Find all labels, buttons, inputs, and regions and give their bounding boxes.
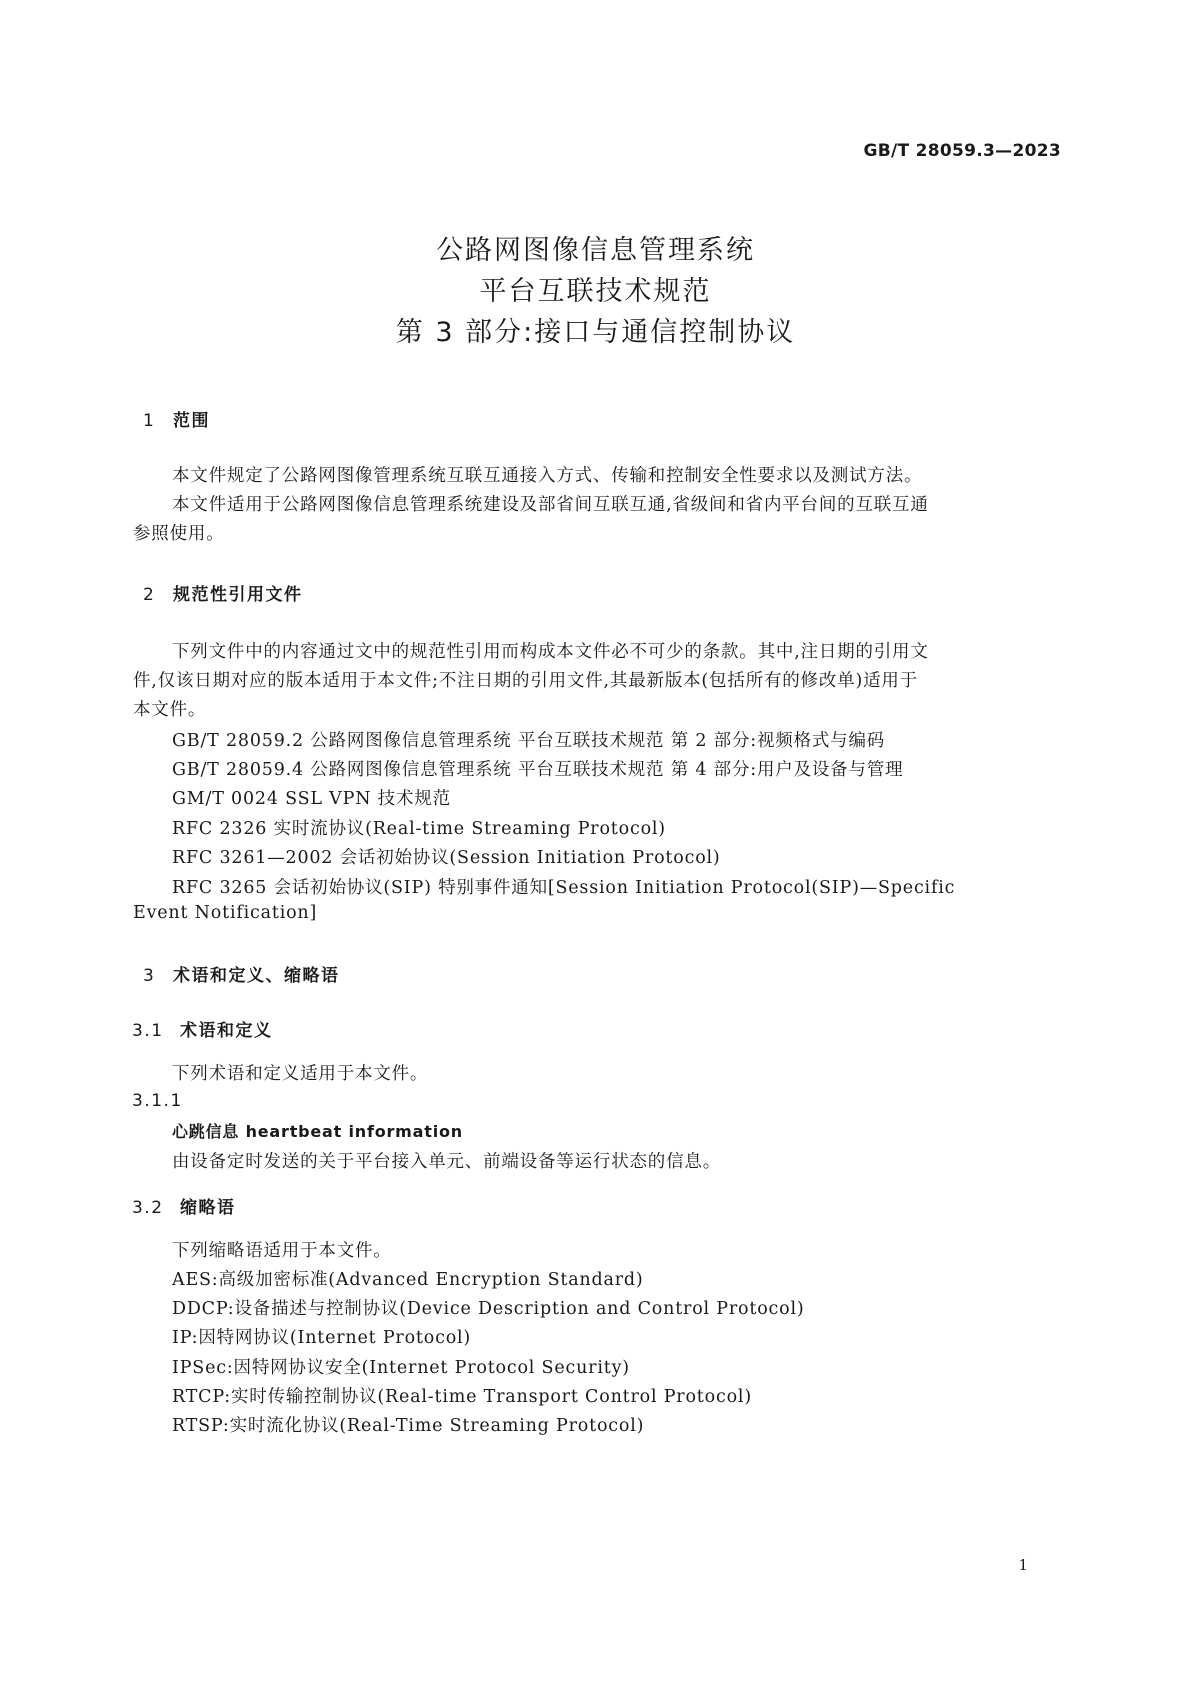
reference-item: GB/T 28059.4 公路网图像信息管理系统 平台互联技术规范 第 4 部分:用户及设备与管理: [172, 760, 904, 780]
title-line-1: 公路网图像信息管理系统: [436, 235, 755, 266]
paragraph-continuation: 本文件。: [133, 700, 207, 720]
subsection-3-1-heading: [132, 1016, 273, 1041]
term-name: 心跳信息 heartbeat information: [172, 1122, 463, 1141]
subsection-3-2-heading: [132, 1193, 236, 1218]
section-number: 3: [143, 966, 156, 986]
subsection-title: 缩略语: [180, 1198, 236, 1218]
standard-number: GB/T 28059.3—2023: [863, 141, 1061, 161]
abbreviation-item: RTSP:实时流化协议(Real-Time Streaming Protocol): [172, 1416, 645, 1436]
term-definition: 由设备定时发送的关于平台接入单元、前端设备等运行状态的信息。: [172, 1152, 721, 1172]
paragraph-continuation: 件,仅该日期对应的版本适用于本文件;不注日期的引用文件,其最新版本(包括所有的修改单)适用于: [133, 671, 918, 691]
section-2-heading: [143, 580, 303, 605]
abbreviation-item: DDCP:设备描述与控制协议(Device Description and Control Protocol): [172, 1299, 805, 1319]
section-title: 术语和定义、缩略语: [173, 966, 340, 986]
title-line-3: 第 3 部分:接口与通信控制协议: [395, 317, 796, 348]
subsection-number: 3.2: [132, 1198, 164, 1218]
paragraph: 本文件规定了公路网图像管理系统互联互通接入方式、传输和控制安全性要求以及测试方法。: [172, 466, 923, 486]
paragraph: 下列术语和定义适用于本文件。: [172, 1064, 429, 1084]
reference-item: RFC 3261—2002 会话初始协议(Session Initiation Protocol): [172, 848, 721, 868]
title-line-2: 平台互联技术规范: [479, 276, 712, 307]
section-1-heading: [143, 406, 210, 431]
subsection-title: 术语和定义: [180, 1021, 273, 1041]
paragraph: 本文件适用于公路网图像信息管理系统建设及部省间互联互通,省级间和省内平台间的互联互通: [172, 495, 929, 515]
page-number: 1: [1018, 1556, 1028, 1574]
abbreviation-item: AES:高级加密标准(Advanced Encryption Standard): [172, 1270, 644, 1290]
abbreviation-item: RTCP:实时传输控制协议(Real-time Transport Control Protocol): [172, 1387, 752, 1407]
abbreviation-item: IPSec:因特网协议安全(Internet Protocol Security): [172, 1358, 630, 1378]
section-number: 1: [143, 411, 156, 431]
abbreviation-item: IP:因特网协议(Internet Protocol): [172, 1328, 472, 1348]
reference-item: RFC 3265 会话初始协议(SIP) 特别事件通知[Session Initiation Protocol(SIP)—Specific: [172, 878, 956, 898]
section-number: 2: [143, 585, 156, 605]
paragraph: 下列文件中的内容通过文中的规范性引用而构成本文件必不可少的条款。其中,注日期的引用文: [172, 642, 929, 662]
reference-continuation: Event Notification]: [133, 903, 318, 923]
reference-item: GM/T 0024 SSL VPN 技术规范: [172, 789, 451, 809]
reference-item: RFC 2326 实时流协议(Real-time Streaming Protocol): [172, 819, 666, 839]
paragraph-continuation: 参照使用。: [133, 524, 225, 544]
subsection-number: 3.1: [132, 1021, 164, 1041]
paragraph: 下列缩略语适用于本文件。: [172, 1241, 392, 1261]
section-3-heading: [143, 961, 340, 986]
term-number: 3.1.1: [132, 1091, 183, 1111]
section-title: 范围: [173, 411, 210, 431]
reference-item: GB/T 28059.2 公路网图像信息管理系统 平台互联技术规范 第 2 部分:视频格式与编码: [172, 731, 886, 751]
section-title: 规范性引用文件: [173, 585, 303, 605]
